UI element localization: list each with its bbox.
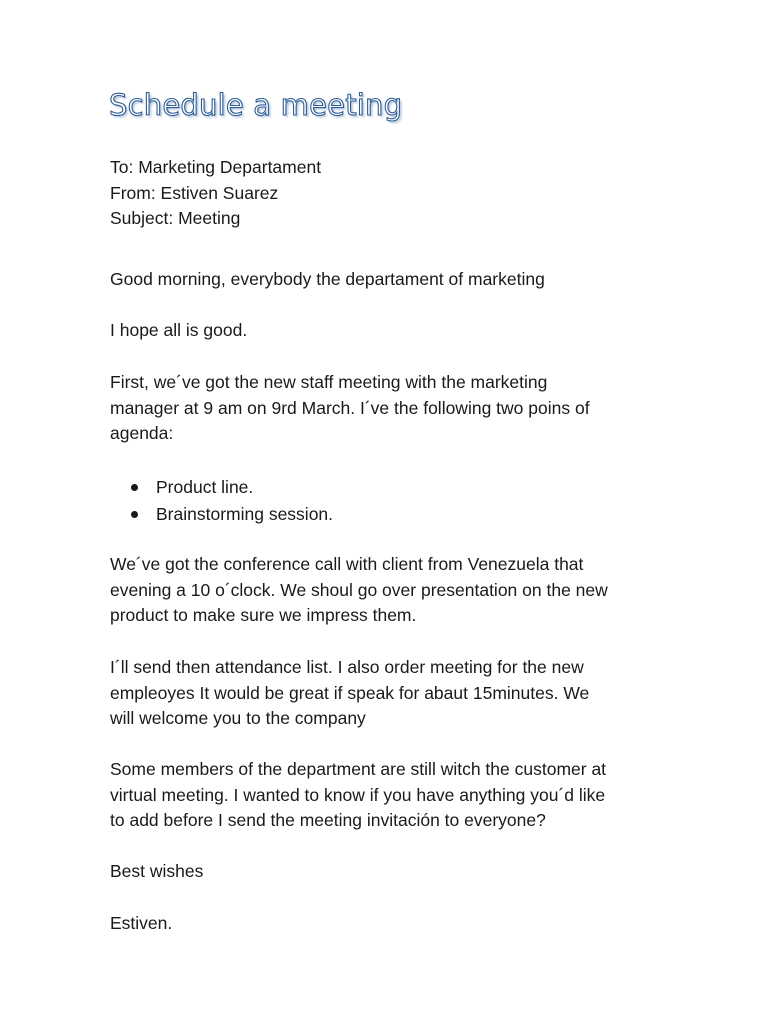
agenda-item: [130, 501, 333, 528]
memo-from: From: Estiven Suarez: [110, 182, 279, 203]
fourth-paragraph: [110, 757, 670, 834]
agenda-item: [130, 474, 333, 501]
second-paragraph-line: evening a 10 o´clock. We shoul go over presentation on the new: [110, 579, 608, 600]
memo-to: To: Marketing Departament: [110, 157, 322, 177]
first-paragraph-line: First, we´ve got the new staff meeting with the marketing: [110, 372, 548, 392]
second-paragraph-line: product to make sure we impress them.: [110, 605, 417, 625]
document-title: Schedule a meeting: [109, 88, 403, 122]
second-paragraph: [110, 552, 670, 629]
signature: Estiven.: [110, 913, 173, 933]
third-paragraph-line: empleoyes It would be great if speak for abaut 15minutes. We: [110, 682, 590, 703]
memo-subject: Subject: Meeting: [110, 208, 241, 228]
fourth-paragraph-line: virtual meeting. I wanted to know if you have anything you´d like: [110, 784, 606, 805]
bullet-icon: [131, 511, 138, 518]
second-paragraph-line: We´ve got the conference call with client from Venezuela that: [110, 554, 584, 574]
fourth-paragraph-line: Some members of the department are still witch the customer at: [110, 759, 607, 779]
third-paragraph: [110, 655, 670, 732]
third-paragraph-line: I´ll send then attendance list. I also order meeting for the new: [110, 657, 584, 677]
first-paragraph: [110, 370, 670, 447]
greeting-paragraph: Good morning, everybody the departament of marketing: [110, 269, 545, 289]
agenda-list: [130, 474, 333, 527]
first-paragraph-line: manager at 9 am on 9rd March. I´ve the following two poins of: [110, 397, 590, 418]
third-paragraph-line: will welcome you to the company: [110, 708, 366, 728]
closing-line: Best wishes: [110, 861, 204, 881]
first-paragraph-line: agenda:: [110, 423, 174, 443]
agenda-item-text: Product line.: [156, 477, 254, 497]
agenda-item-text: Brainstorming session.: [156, 503, 334, 524]
memo-header: [110, 155, 670, 232]
bullet-icon: [131, 484, 138, 491]
hope-paragraph: I hope all is good.: [110, 320, 248, 340]
fourth-paragraph-line: to add before I send the meeting invitación to everyone?: [110, 810, 546, 830]
